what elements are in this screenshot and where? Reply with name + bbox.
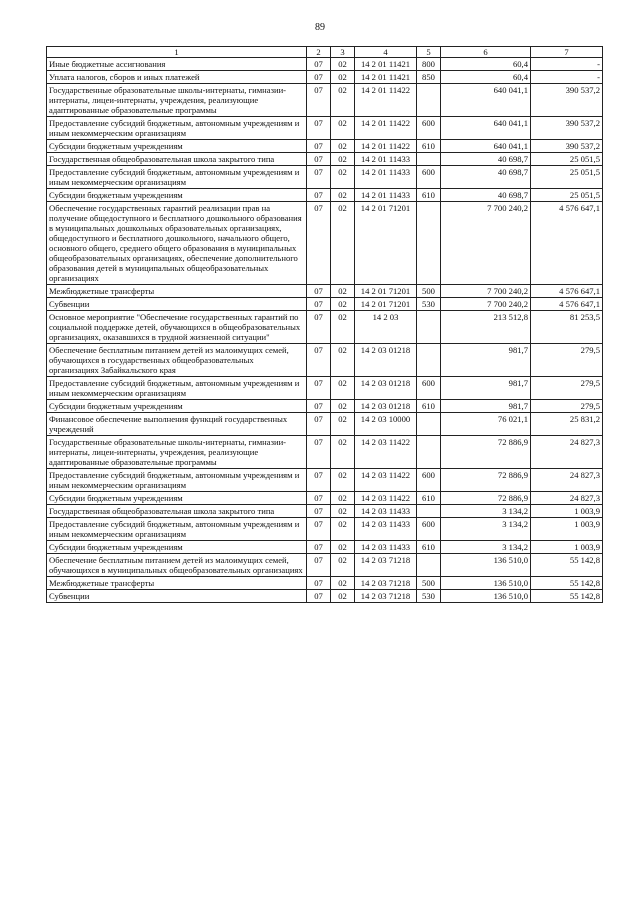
amount-col-7: 390 537,2: [531, 84, 603, 117]
amount-col-6: 7 700 240,2: [441, 285, 531, 298]
amount-col-6: 60,4: [441, 71, 531, 84]
amount-col-6: 7 700 240,2: [441, 202, 531, 285]
section-code: 07: [307, 58, 331, 71]
item-name: Предоставление субсидий бюджетным, автономным учреждениям и иным некоммерческим организациям: [47, 117, 307, 140]
amount-col-7: 4 576 647,1: [531, 298, 603, 311]
item-name: Субвенции: [47, 590, 307, 603]
subsection-code: 02: [331, 344, 355, 377]
section-code: 07: [307, 189, 331, 202]
expense-type-code: [417, 344, 441, 377]
section-code: 07: [307, 492, 331, 505]
expense-type-code: [417, 202, 441, 285]
expense-type-code: 600: [417, 166, 441, 189]
section-code: 07: [307, 469, 331, 492]
target-article-code: 14 2 01 71201: [355, 202, 417, 285]
subsection-code: 02: [331, 541, 355, 554]
header-col-4: 4: [355, 47, 417, 58]
target-article-code: 14 2 01 11433: [355, 166, 417, 189]
amount-col-6: 3 134,2: [441, 541, 531, 554]
expense-type-code: 610: [417, 400, 441, 413]
expense-type-code: 610: [417, 140, 441, 153]
amount-col-6: 136 510,0: [441, 577, 531, 590]
section-code: 07: [307, 436, 331, 469]
item-name: Межбюджетные трансферты: [47, 577, 307, 590]
target-article-code: 14 2 03 11422: [355, 436, 417, 469]
item-name: Предоставление субсидий бюджетным, автономным учреждениям и иным некоммерческим организациям: [47, 518, 307, 541]
target-article-code: 14 2 01 11422: [355, 140, 417, 153]
amount-col-7: 4 576 647,1: [531, 202, 603, 285]
item-name: Обеспечение бесплатным питанием детей из малоимущих семей, обучающихся в государственных общеобразовательных организациях Забайкальского края: [47, 344, 307, 377]
table-row: [47, 413, 603, 436]
target-article-code: 14 2 01 11422: [355, 84, 417, 117]
amount-col-7: 24 827,3: [531, 492, 603, 505]
amount-col-7: 279,5: [531, 400, 603, 413]
amount-col-6: 72 886,9: [441, 492, 531, 505]
amount-col-7: -: [531, 58, 603, 71]
subsection-code: 02: [331, 311, 355, 344]
target-article-code: 14 2 03 11422: [355, 469, 417, 492]
amount-col-6: 72 886,9: [441, 436, 531, 469]
item-name: Государственные образовательные школы-интернаты, гимназии-интернаты, лицеи-интернаты, учреждения, реализующие адаптированные образовательные программы: [47, 436, 307, 469]
amount-col-7: 279,5: [531, 377, 603, 400]
item-name: Предоставление субсидий бюджетным, автономным учреждениям и иным некоммерческим организациям: [47, 469, 307, 492]
subsection-code: 02: [331, 153, 355, 166]
expense-type-code: 530: [417, 590, 441, 603]
table-row: [47, 400, 603, 413]
item-name: Основное мероприятие "Обеспечение государственных гарантий по социальной поддержке детей, обучающихся в общеобразовательных организациях, оказавшихся в трудной жизненной ситуации": [47, 311, 307, 344]
header-col-2: 2: [307, 47, 331, 58]
item-name: Государственная общеобразовательная школа закрытого типа: [47, 153, 307, 166]
amount-col-6: 7 700 240,2: [441, 298, 531, 311]
target-article-code: 14 2 03 71218: [355, 554, 417, 577]
table-row: [47, 140, 603, 153]
subsection-code: 02: [331, 400, 355, 413]
amount-col-6: 136 510,0: [441, 554, 531, 577]
subsection-code: 02: [331, 298, 355, 311]
amount-col-7: 25 051,5: [531, 153, 603, 166]
amount-col-6: 40 698,7: [441, 166, 531, 189]
section-code: 07: [307, 71, 331, 84]
item-name: Предоставление субсидий бюджетным, автономным учреждениям и иным некоммерческим организациям: [47, 377, 307, 400]
target-article-code: 14 2 01 11421: [355, 71, 417, 84]
table-row: [47, 189, 603, 202]
section-code: 07: [307, 140, 331, 153]
amount-col-6: 3 134,2: [441, 518, 531, 541]
section-code: 07: [307, 505, 331, 518]
table-row: [47, 166, 603, 189]
item-name: Государственная общеобразовательная школа закрытого типа: [47, 505, 307, 518]
item-name: Обеспечение бесплатным питанием детей из малоимущих семей, обучающихся в муниципальных общеобразовательных организациях: [47, 554, 307, 577]
section-code: 07: [307, 285, 331, 298]
target-article-code: 14 2 03: [355, 311, 417, 344]
expense-type-code: 850: [417, 71, 441, 84]
subsection-code: 02: [331, 518, 355, 541]
expense-type-code: [417, 413, 441, 436]
amount-col-7: 25 051,5: [531, 189, 603, 202]
section-code: 07: [307, 117, 331, 140]
subsection-code: 02: [331, 140, 355, 153]
section-code: 07: [307, 518, 331, 541]
subsection-code: 02: [331, 590, 355, 603]
table-row: [47, 298, 603, 311]
amount-col-7: 390 537,2: [531, 140, 603, 153]
table-row: [47, 202, 603, 285]
target-article-code: 14 2 03 01218: [355, 400, 417, 413]
target-article-code: 14 2 03 11422: [355, 492, 417, 505]
target-article-code: 14 2 03 71218: [355, 590, 417, 603]
table-row: [47, 84, 603, 117]
budget-table: [46, 46, 603, 603]
amount-col-6: 40 698,7: [441, 153, 531, 166]
header-col-3: 3: [331, 47, 355, 58]
amount-col-7: -: [531, 71, 603, 84]
target-article-code: 14 2 01 11433: [355, 189, 417, 202]
section-code: 07: [307, 377, 331, 400]
expense-type-code: [417, 505, 441, 518]
subsection-code: 02: [331, 492, 355, 505]
amount-col-6: 640 041,1: [441, 84, 531, 117]
section-code: 07: [307, 413, 331, 436]
amount-col-6: 640 041,1: [441, 117, 531, 140]
table-row: [47, 469, 603, 492]
section-code: 07: [307, 311, 331, 344]
amount-col-6: 40 698,7: [441, 189, 531, 202]
expense-type-code: [417, 153, 441, 166]
item-name: Субсидии бюджетным учреждениям: [47, 400, 307, 413]
table-row: [47, 518, 603, 541]
item-name: Субвенции: [47, 298, 307, 311]
item-name: Предоставление субсидий бюджетным, автономным учреждениям и иным некоммерческим организациям: [47, 166, 307, 189]
item-name: Субсидии бюджетным учреждениям: [47, 492, 307, 505]
expense-type-code: [417, 84, 441, 117]
target-article-code: 14 2 03 10000: [355, 413, 417, 436]
table-row: [47, 117, 603, 140]
header-col-7: 7: [531, 47, 603, 58]
section-code: 07: [307, 590, 331, 603]
section-code: 07: [307, 344, 331, 377]
amount-col-7: 55 142,8: [531, 590, 603, 603]
amount-col-7: 55 142,8: [531, 554, 603, 577]
section-code: 07: [307, 400, 331, 413]
target-article-code: 14 2 03 11433: [355, 505, 417, 518]
expense-type-code: [417, 436, 441, 469]
section-code: 07: [307, 541, 331, 554]
expense-type-code: 600: [417, 518, 441, 541]
table-row: [47, 436, 603, 469]
amount-col-6: 136 510,0: [441, 590, 531, 603]
amount-col-7: 4 576 647,1: [531, 285, 603, 298]
table-row: [47, 344, 603, 377]
target-article-code: 14 2 03 11433: [355, 518, 417, 541]
subsection-code: 02: [331, 189, 355, 202]
target-article-code: 14 2 01 71201: [355, 298, 417, 311]
expense-type-code: 600: [417, 377, 441, 400]
subsection-code: 02: [331, 166, 355, 189]
subsection-code: 02: [331, 577, 355, 590]
table-row: [47, 377, 603, 400]
item-name: Иные бюджетные ассигнования: [47, 58, 307, 71]
target-article-code: 14 2 01 71201: [355, 285, 417, 298]
subsection-code: 02: [331, 505, 355, 518]
subsection-code: 02: [331, 285, 355, 298]
section-code: 07: [307, 577, 331, 590]
target-article-code: 14 2 01 11421: [355, 58, 417, 71]
expense-type-code: [417, 311, 441, 344]
table-row: [47, 577, 603, 590]
amount-col-6: 640 041,1: [441, 140, 531, 153]
table-header: [47, 47, 603, 58]
subsection-code: 02: [331, 469, 355, 492]
target-article-code: 14 2 01 11433: [355, 153, 417, 166]
amount-col-7: 1 003,9: [531, 518, 603, 541]
item-name: Уплата налогов, сборов и иных платежей: [47, 71, 307, 84]
expense-type-code: 500: [417, 577, 441, 590]
section-code: 07: [307, 202, 331, 285]
target-article-code: 14 2 03 11433: [355, 541, 417, 554]
amount-col-6: 981,7: [441, 344, 531, 377]
target-article-code: 14 2 03 01218: [355, 377, 417, 400]
target-article-code: 14 2 01 11422: [355, 117, 417, 140]
expense-type-code: 800: [417, 58, 441, 71]
table-row: [47, 492, 603, 505]
table-row: [47, 58, 603, 71]
subsection-code: 02: [331, 413, 355, 436]
amount-col-7: 55 142,8: [531, 577, 603, 590]
amount-col-7: 24 827,3: [531, 469, 603, 492]
subsection-code: 02: [331, 377, 355, 400]
table-row: [47, 285, 603, 298]
expense-type-code: 530: [417, 298, 441, 311]
section-code: 07: [307, 166, 331, 189]
section-code: 07: [307, 153, 331, 166]
amount-col-7: 25 831,2: [531, 413, 603, 436]
target-article-code: 14 2 03 01218: [355, 344, 417, 377]
expense-type-code: 600: [417, 469, 441, 492]
amount-col-6: 213 512,8: [441, 311, 531, 344]
amount-col-6: 981,7: [441, 400, 531, 413]
table-row: [47, 153, 603, 166]
amount-col-7: 24 827,3: [531, 436, 603, 469]
item-name: Обеспечение государственных гарантий реализации прав на получение общедоступного и бесплатного дошкольного образования в муниципальных дошкольных образовательных организациях, общедоступного и бесплатного дошкольного, начального общего, основного общего, среднего общего образования в муниципальных общеобразовательных организациях, обеспечение дополнительного образования детей в муниципальных общеобразовательных организациях: [47, 202, 307, 285]
header-col-1: 1: [47, 47, 307, 58]
subsection-code: 02: [331, 84, 355, 117]
table-body: [47, 58, 603, 603]
table-row: [47, 311, 603, 344]
header-row: [47, 47, 603, 58]
amount-col-7: 279,5: [531, 344, 603, 377]
expense-type-code: 500: [417, 285, 441, 298]
amount-col-7: 390 537,2: [531, 117, 603, 140]
expense-type-code: 610: [417, 541, 441, 554]
subsection-code: 02: [331, 554, 355, 577]
header-col-5: 5: [417, 47, 441, 58]
amount-col-6: 72 886,9: [441, 469, 531, 492]
subsection-code: 02: [331, 117, 355, 140]
expense-type-code: [417, 554, 441, 577]
section-code: 07: [307, 298, 331, 311]
amount-col-6: 981,7: [441, 377, 531, 400]
item-name: Субсидии бюджетным учреждениям: [47, 541, 307, 554]
amount-col-6: 76 021,1: [441, 413, 531, 436]
expense-type-code: 610: [417, 492, 441, 505]
expense-type-code: 610: [417, 189, 441, 202]
header-col-6: 6: [441, 47, 531, 58]
target-article-code: 14 2 03 71218: [355, 577, 417, 590]
amount-col-7: 1 003,9: [531, 541, 603, 554]
page-number: 89: [315, 22, 325, 33]
item-name: Субсидии бюджетным учреждениям: [47, 140, 307, 153]
table-row: [47, 71, 603, 84]
subsection-code: 02: [331, 436, 355, 469]
amount-col-6: 3 134,2: [441, 505, 531, 518]
subsection-code: 02: [331, 202, 355, 285]
item-name: Государственные образовательные школы-интернаты, гимназии-интернаты, лицеи-интернаты, учреждения, реализующие адаптированные образовательные программы: [47, 84, 307, 117]
item-name: Субсидии бюджетным учреждениям: [47, 189, 307, 202]
table-row: [47, 554, 603, 577]
section-code: 07: [307, 84, 331, 117]
subsection-code: 02: [331, 58, 355, 71]
table-row: [47, 590, 603, 603]
amount-col-6: 60,4: [441, 58, 531, 71]
item-name: Финансовое обеспечение выполнения функций государственных учреждений: [47, 413, 307, 436]
item-name: Межбюджетные трансферты: [47, 285, 307, 298]
subsection-code: 02: [331, 71, 355, 84]
amount-col-7: 81 253,5: [531, 311, 603, 344]
amount-col-7: 1 003,9: [531, 505, 603, 518]
amount-col-7: 25 051,5: [531, 166, 603, 189]
table-row: [47, 541, 603, 554]
expense-type-code: 600: [417, 117, 441, 140]
section-code: 07: [307, 554, 331, 577]
table-row: [47, 505, 603, 518]
